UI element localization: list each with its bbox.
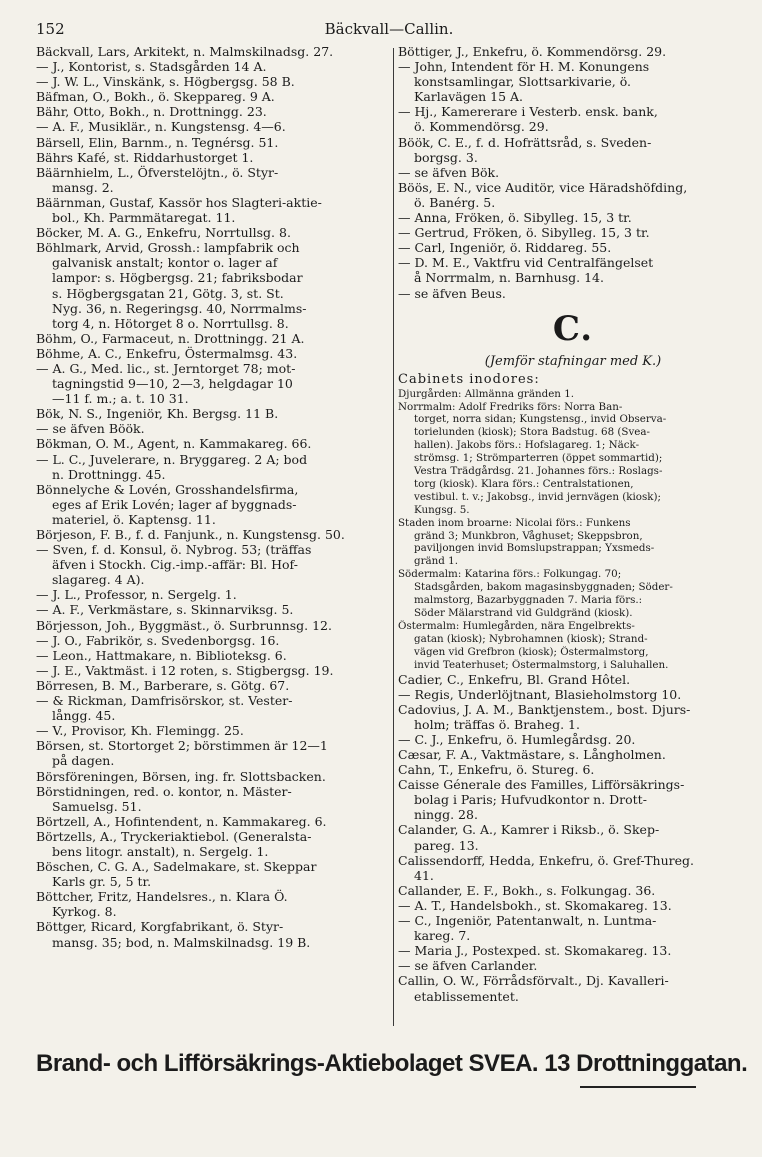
entry-line: Bähr, Otto, Bokh., n. Drottningg. 23. [36,104,267,120]
entry-continuation: på dagen. [52,753,115,769]
entry-line: — Anna, Fröken, ö. Sibylleg. 15, 3 tr. [398,210,632,226]
entry-continuation: Nyg. 36, n. Regeringsg. 40, Norrmalms- [52,300,307,316]
directory-entry [36,527,392,542]
entry-line: Böhme, A. C., Enkefru, Östermalmsg. 43. [36,345,298,361]
cabinets-line: Stadsgården, bakom magasinsbyggnaden; Söder- [414,581,673,594]
cabinets-line: Kungsg. 5. [414,503,470,516]
entry-continuation: borgsg. 3. [414,149,478,165]
entry-line: Cæsar, F. A., Vaktmästare, s. Långholmen. [398,747,666,762]
entry-line: — J. O., Fabrikör, s. Svedenborgsg. 16. [36,632,280,648]
entry-line: Börjesson, Joh., Byggmäst., ö. Surbrunnsg. 12. [36,617,332,633]
directory-entry [36,361,392,406]
entry-line: — C. J., Enkefru, ö. Humlegårdsg. 20. [398,731,636,747]
directory-entry [36,104,392,119]
entry-line: — Leon., Hattmakare, n. Biblioteksg. 6. [36,647,287,663]
entry-line: — se äfven Böök. [36,421,145,437]
entry-line: Bök, N. S., Ingeniör, Kh. Bergsg. 11 B. [36,406,279,422]
directory-entry [36,587,392,602]
right-entries-top [398,44,748,301]
entry-continuation: galvanisk anstalt; kontor o. lager af [52,255,278,271]
directory-entry [36,618,392,633]
entry-line: Börtzell, A., Hofintendent, n. Kammakareg. 6. [36,813,327,829]
cabinets-line: invid Teaterhuset; Östermalmstorg, i Saluhallen. [414,658,669,671]
entry-continuation: ö. Kommendörsg. 29. [414,119,549,135]
directory-entry [398,958,748,973]
directory-entry [398,225,748,240]
directory-entry [36,678,392,693]
entry-line: Cadovius, J. A. M., Banktjenstem., bost. Djurs- [398,701,691,717]
directory-entry [398,898,748,913]
entry-continuation: mansg. 2. [52,179,114,195]
directory-entry [36,648,392,663]
entry-line: Böttcher, Fritz, Handelsres., n. Klara Ö. [36,889,288,905]
cabinets-line: Södermalm: Katarina förs.: Folkungag. 70; [398,568,622,581]
entry-line: — J. E., Vaktmäst. i 12 roten, s. Stigbergsg. 19. [36,662,334,678]
right-entries-bottom [398,672,748,1004]
directory-entry [36,602,392,617]
directory-entry [36,406,392,421]
entry-continuation: konstsamlingar, Slottsarkivarie, ö. [414,74,632,90]
entry-line: Börresen, B. M., Barberare, s. Götg. 67. [36,677,290,693]
directory-entry [36,225,392,240]
cabinets-line: vestibul. t. v.; Jakobsg., invid jernvägen (kiosk); [414,490,662,503]
directory-entry [398,777,748,822]
directory-entry [398,240,748,255]
directory-entry [398,104,748,134]
entry-continuation: 41. [414,867,434,883]
entry-line: Böschen, C. G. A., Sadelmakare, st. Skeppar [36,859,317,875]
cabinets-line: Staden inom broarne: Nicolai förs.: Funkens [398,516,631,529]
cabinets-line: Djurgården: Allmänna gränden 1. [398,387,575,400]
entry-line: — Regis, Underlöjtnant, Blasieholmstorg 10. [398,686,682,702]
entry-continuation: holm; träffas ö. Braheg. 1. [414,716,580,732]
entry-line: Bährs Kafé, st. Riddarhustorget 1. [36,149,254,165]
cabinets-line: gränd 3; Munkbron, Våghuset; Skeppsbron, [414,529,643,542]
directory-entry [398,687,748,702]
directory-entry [398,732,748,747]
directory-entry [36,663,392,678]
directory-entry [36,542,392,587]
running-head: Bäckvall—Callin. [324,20,454,38]
directory-entry [36,44,392,59]
cabinets-line: Norrmalm: Adolf Fredriks förs: Norra Ban- [398,400,623,413]
directory-entry [398,883,748,898]
directory-entry [398,180,748,210]
directory-entry [36,119,392,134]
entry-continuation: å Norrmalm, n. Barnhusg. 14. [414,270,604,286]
directory-entry [398,44,748,59]
entry-line: Cahn, T., Enkefru, ö. Stureg. 6. [398,762,595,778]
entry-line: — A. T., Handelsbokh., st. Skomakareg. 13. [398,897,672,913]
entry-line: — se äfven Bök. [398,164,500,180]
directory-entry [36,135,392,150]
section-title: Cabinets inodores: [398,371,540,387]
entry-continuation: lampor: s. Högbergsg. 21; fabriksbodar [52,270,303,286]
entry-line: — D. M. E., Vaktfru vid Centralfängelset [398,255,654,271]
cabinets-line: torielunden (kiosk); Stora Badstug. 68 (Svea- [414,426,651,439]
directory-entry [36,693,392,723]
entry-line: — Sven, f. d. Konsul, ö. Nybrog. 53; (träffas [36,542,312,558]
cabinets-line: strömsg. 1; Strömparterren (öppet sommartid); [414,452,663,465]
entry-continuation: s. Högbergsgatan 21, Götg. 3, st. St. [52,285,284,301]
entry-continuation: mansg. 35; bod, n. Malmskilnadsg. 19 B. [52,934,311,950]
directory-entry [398,943,748,958]
directory-entry [36,59,392,74]
entry-line: — C., Ingeniör, Patentanwalt, n. Luntma- [398,913,657,929]
entry-line: — & Rickman, Damfrisörskor, st. Vester- [36,693,293,709]
entry-line: Bärsell, Elin, Barnm., n. Tegnérsg. 51. [36,134,279,150]
entry-line: Callin, O. W., Förrådsförvalt., Dj. Kavalleri- [398,973,669,989]
entry-line: Bökman, O. M., Agent, n. Kammakareg. 66. [36,436,312,452]
entry-line: — V., Provisor, Kh. Flemingg. 25. [36,723,244,739]
entry-line: — se äfven Beus. [398,285,506,301]
entry-line: — A. F., Musiklär., n. Kungstensg. 4—6. [36,119,286,135]
entry-line: — A. G., Med. lic., st. Jerntorget 78; mot- [36,360,296,376]
directory-entry [36,150,392,165]
directory-entry [398,822,748,852]
directory-entry [398,672,748,687]
directory-entry [398,913,748,943]
directory-entry [36,723,392,738]
cabinets-line: torg (kiosk). Klara förs.: Centralstationen, [414,477,634,490]
entry-continuation: Kyrkog. 8. [52,904,117,920]
cabinets-line: Vestra Trädgårdsg. 21. Johannes förs.: Roslags- [414,465,663,478]
entry-line: Bäfman, O., Bokh., ö. Skeppareg. 9 A. [36,89,275,105]
entry-line: Böttger, Ricard, Korgfabrikant, ö. Styr- [36,919,284,935]
directory-entry [36,165,392,195]
entry-continuation: n. Drottningg. 45. [52,466,166,482]
entry-line: Böttiger, J., Enkefru, ö. Kommendörsg. 29. [398,44,667,59]
section-letter: C. [552,308,594,349]
entry-line: Börjeson, F. B., f. d. Fanjunk., n. Kungstensg. 50. [36,527,345,542]
entry-line: — Carl, Ingeniör, ö. Riddareg. 55. [398,240,612,256]
cabinets-line: malmstorg, Bazarbyggnaden 7. Maria förs.: [414,594,643,607]
entry-line: Böcker, M. A. G., Enkefru, Norrtullsg. 8. [36,225,291,241]
directory-entry [36,738,392,768]
entry-line: Bönnelyche & Lovén, Grosshandelsfirma, [36,481,299,497]
entry-line: — Hj., Kamererare i Vesterb. ensk. bank, [398,104,658,120]
entry-line: Böös, E. N., vice Auditör, vice Häradshöfding, [398,179,688,195]
entry-line: — J. W. L., Vinskänk, s. Högbergsg. 58 B. [36,74,295,90]
entry-continuation: etablissementet. [414,988,519,1004]
entry-line: — A. F., Verkmästare, s. Skinnarviksg. 5. [36,602,294,618]
entry-line: Börtzells, A., Tryckeriaktiebol. (Generalsta- [36,828,312,844]
entry-continuation: bol., Kh. Parmmätaregat. 11. [52,210,236,226]
cabinets-line: vägen vid Grefbron (kiosk); Östermalmstorg, [414,645,649,658]
directory-entry [36,633,392,648]
footer-underline [580,1086,696,1088]
entry-line: — Gertrud, Fröken, ö. Sibylleg. 15, 3 tr. [398,225,650,241]
right-column [398,44,748,1029]
entry-continuation: tagningstid 9—10, 2—3, helgdagar 10 [52,376,293,392]
directory-entry [36,859,392,889]
entry-continuation: kareg. 7. [414,928,471,944]
cabinets-line: gränd 1. [414,555,458,568]
entry-line: Bäärnhielm, L., Öfverstelöjtn., ö. Styr- [36,164,279,180]
entry-continuation: —11 f. m.; a. t. 10 31. [52,391,189,407]
directory-entry [36,919,392,949]
directory-entry [36,889,392,919]
entry-continuation: ningg. 28. [414,807,478,823]
entry-line: Bäärnman, Gustaf, Kassör hos Slagteri-aktie- [36,194,322,210]
directory-entry [398,286,748,301]
directory-entry [398,135,748,165]
page-number: 152 [36,20,65,38]
page-header [36,20,742,44]
cabinets-line: paviljongen invid Bomslupstrappan; Yxsmeds- [414,542,655,555]
directory-entry [398,165,748,180]
entry-line: — J. L., Professor, n. Sergelg. 1. [36,587,237,603]
directory-entry [36,421,392,436]
entry-line: — J., Kontorist, s. Stadsgården 14 A. [36,59,267,75]
directory-entry [36,784,392,814]
entry-line: — John, Intendent för H. M. Konungens [398,59,650,75]
directory-entry [398,762,748,777]
entry-continuation: eges af Erik Lovén; lager af byggnads- [52,496,297,512]
entry-continuation: torg 4, n. Hötorget 8 o. Norrtullsg. 8. [52,315,289,331]
entry-line: Börsen, st. Stortorget 2; börstimmen är 12—1 [36,738,328,754]
directory-entry [36,436,392,451]
entry-line: — Maria J., Postexped. st. Skomakareg. 13. [398,943,672,959]
directory-entry [36,74,392,89]
directory-entry [36,331,392,346]
entry-continuation: äfven i Stockh. Cig.-imp.-affär: Bl. Hof- [52,557,298,573]
entry-line: Böhm, O., Farmaceut, n. Drottningg. 21 A. [36,330,305,346]
entry-line: Caisse Génerale des Familles, Lifförsäkrings- [398,777,685,793]
entry-continuation: Samuelsg. 51. [52,798,142,814]
cabinets-line: gatan (kiosk); Nybrohamnen (kiosk); Strand- [414,632,648,645]
entry-line: Börsföreningen, Börsen, ing. fr. Slottsbacken. [36,768,326,784]
entry-line: Calander, G. A., Kamrer i Riksb., ö. Skep- [398,822,660,838]
cabinets-line: hallen). Jakobs förs.: Hofslagareg. 1; Näck- [414,439,640,452]
directory-entry [36,89,392,104]
directory-entry [398,747,748,762]
cabinets-line: torget, norra sidan; Kungstensg., invid Observa- [414,413,667,426]
entry-continuation: Karlavägen 15 A. [414,89,524,105]
entry-continuation: långg. 45. [52,708,116,724]
left-column [36,44,392,1029]
entry-continuation: Karls gr. 5, 5 tr. [52,874,152,890]
entry-line: Calissendorff, Hedda, Enkefru, ö. Gref-Thureg. [398,852,694,868]
entry-line: — L. C., Juvelerare, n. Bryggareg. 2 A; bod [36,451,308,467]
entry-line: Cadier, C., Enkefru, Bl. Grand Hôtel. [398,671,631,687]
entry-line: Börstidningen, red. o. kontor, n. Mäster- [36,783,292,799]
column-divider [393,48,394,1026]
entry-continuation: bens litogr. anstalt), n. Sergelg. 1. [52,843,269,859]
directory-entry [36,452,392,482]
directory-entry [36,814,392,829]
directory-entry [398,853,748,883]
directory-entry [36,482,392,527]
directory-entry [36,346,392,361]
cabinets-line: Östermalm: Humlegården, nära Engelbrekts- [398,619,635,632]
entry-continuation: ö. Banérg. 5. [414,194,496,210]
entry-line: Böhlmark, Arvid, Grossh.: lampfabrik och [36,240,300,256]
directory-entry [36,240,392,331]
directory-entry [36,195,392,225]
entry-line: Bäckvall, Lars, Arkitekt, n. Malmskilnadsg. 27. [36,44,334,59]
entry-continuation: bolag i Paris; Hufvudkontor n. Drott- [414,792,647,808]
directory-entry [398,973,748,1003]
directory-entry [398,210,748,225]
footer-advert: Brand- och Lifförsäkrings-Aktiebolaget SVEA. 13 Drottninggatan. [36,1050,748,1077]
entry-line: — se äfven Carlander. [398,958,538,974]
entry-continuation: materiel, ö. Kaptensg. 11. [52,511,216,527]
cabinets-line: Söder Mälarstrand vid Guldgränd (kiosk). [414,607,633,619]
cabinets-list [398,388,748,672]
section-note: (Jemför stafningar med K.) [484,353,662,369]
entry-line: Böök, C. E., f. d. Hofrättsråd, s. Sveden- [398,134,652,150]
entry-continuation: pareg. 13. [414,837,479,853]
entry-line: Callander, E. F., Bokh., s. Folkungag. 36. [398,882,656,898]
directory-entry [398,59,748,104]
entry-continuation: slagareg. 4 A). [52,572,145,588]
directory-entry [398,255,748,285]
directory-entry [36,829,392,859]
directory-entry [398,702,748,732]
directory-entry [36,769,392,784]
